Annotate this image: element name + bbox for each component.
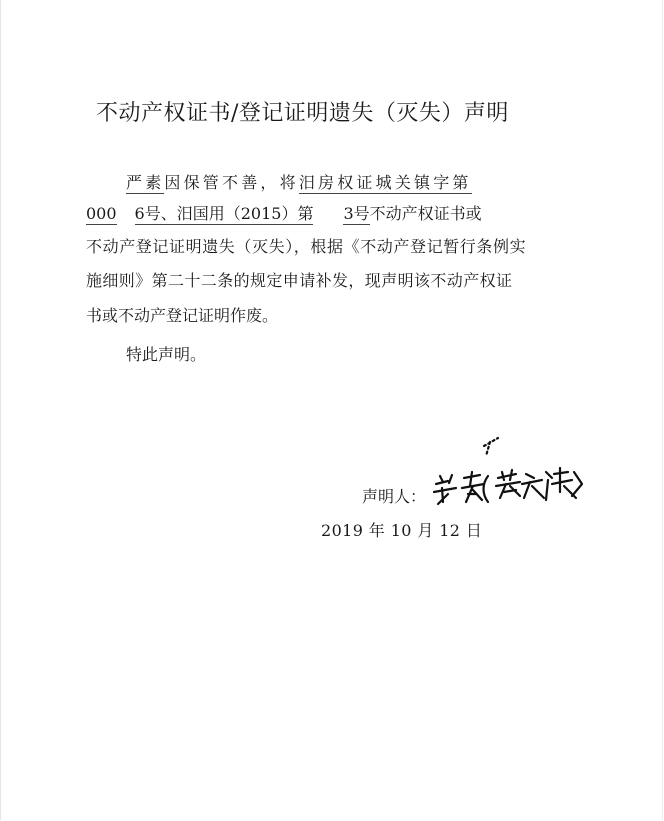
certificate-number-1-end: 6号、 xyxy=(134,204,177,223)
declarant-name: 严素 xyxy=(126,173,165,192)
paragraph-line-1 xyxy=(86,172,602,193)
paragraph-line-2 xyxy=(86,203,562,224)
redacted-block xyxy=(313,203,343,224)
closing-statement: 特此声明。 xyxy=(126,345,207,364)
certificate-prefix: 汨房权证城关镇字第 xyxy=(298,173,472,192)
redacted-block xyxy=(117,203,135,224)
certificate-number-2-prefix: 汨国用（2015）第 xyxy=(176,204,314,223)
handwritten-signature xyxy=(426,434,606,514)
certificate-number-2-end: 3号 xyxy=(343,204,370,223)
certificate-number-1-start: 000 xyxy=(86,204,117,223)
paragraph-line-4: 施细则》第二十二条的规定申请补发，现声明该不动产权证 xyxy=(86,271,513,290)
line-1-text: 因保管不善，将 xyxy=(164,173,299,192)
paragraph-line-5: 书或不动产登记证明作废。 xyxy=(86,306,279,325)
signer-label: 声明人： xyxy=(362,487,427,506)
line-2-text: 不动产权证书或 xyxy=(369,204,482,223)
signing-date: 2019 年 10 月 12 日 xyxy=(321,521,483,540)
page-title: 不动产权证书/登记证明遗失（灭失）声明 xyxy=(96,101,509,126)
paragraph-line-3: 不动产登记证明遗失（灭失），根据《不动产登记暂行条例实 xyxy=(86,237,527,256)
